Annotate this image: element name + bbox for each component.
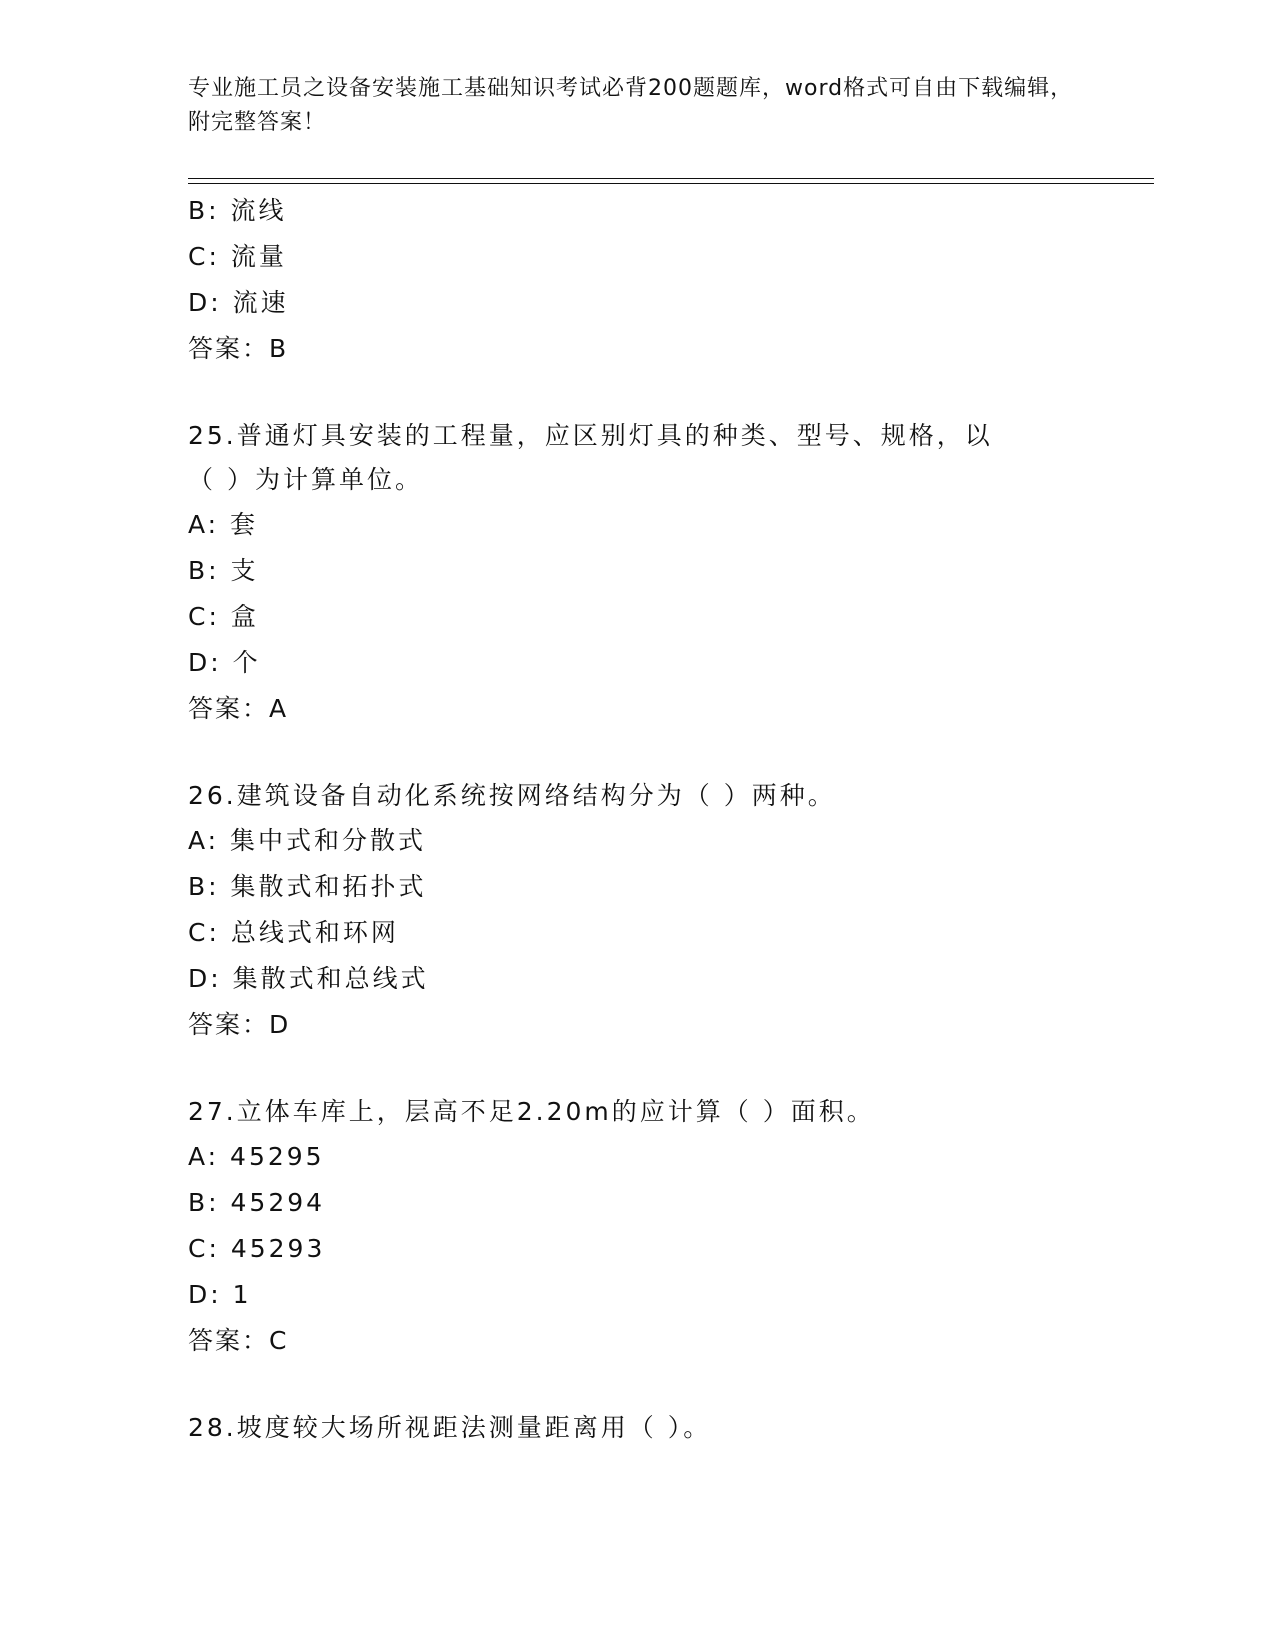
option-b: B: 45294 bbox=[188, 1188, 326, 1217]
spacer bbox=[188, 1048, 1108, 1090]
answer-line: 答案：C bbox=[188, 1326, 289, 1355]
question-26 bbox=[188, 774, 1108, 1048]
spacer bbox=[188, 372, 1108, 414]
header-divider-bottom bbox=[188, 183, 1154, 184]
spacer bbox=[188, 732, 1108, 774]
option-b: B: 支 bbox=[188, 556, 259, 585]
option-c: C: 45293 bbox=[188, 1234, 326, 1263]
document-body bbox=[188, 188, 1108, 1450]
answer-line: 答案：A bbox=[188, 694, 289, 723]
option-c: C: 流量 bbox=[188, 242, 287, 271]
spacer bbox=[188, 1364, 1108, 1406]
option-a: A: 45295 bbox=[188, 1142, 325, 1171]
answer-line: 答案：D bbox=[188, 1010, 291, 1039]
option-b: B: 集散式和拓扑式 bbox=[188, 872, 427, 901]
option-a: A: 套 bbox=[188, 510, 259, 539]
question-stem: 27.立体车库上，层高不足2.20m的应计算（ ）面积。 bbox=[188, 1097, 875, 1126]
question-stem: 28.坡度较大场所视距法测量距离用（ ）。 bbox=[188, 1413, 712, 1442]
option-d: D: 流速 bbox=[188, 288, 289, 317]
answer-line: 答案：B bbox=[188, 334, 289, 363]
question-28 bbox=[188, 1406, 1108, 1450]
option-c: C: 总线式和环网 bbox=[188, 918, 399, 947]
question-stem: 25.普通灯具安装的工程量，应区别灯具的种类、型号、规格，以（ ）为计算单位。 bbox=[188, 421, 993, 494]
question-24-continued bbox=[188, 188, 1108, 372]
question-25 bbox=[188, 414, 1108, 732]
option-d: D: 个 bbox=[188, 648, 261, 677]
option-a: A: 集中式和分散式 bbox=[188, 826, 427, 855]
option-c: C: 盒 bbox=[188, 602, 259, 631]
header-divider-top bbox=[188, 178, 1154, 179]
option-b: B: 流线 bbox=[188, 196, 287, 225]
question-27 bbox=[188, 1090, 1108, 1364]
document-header-title: 专业施工员之设备安装施工基础知识考试必背200题题库，word格式可自由下载编辑，附完整答案！ bbox=[188, 76, 1074, 135]
question-stem: 26.建筑设备自动化系统按网络结构分为（ ）两种。 bbox=[188, 781, 836, 810]
option-d: D: 1 bbox=[188, 1280, 252, 1309]
option-d: D: 集散式和总线式 bbox=[188, 964, 429, 993]
